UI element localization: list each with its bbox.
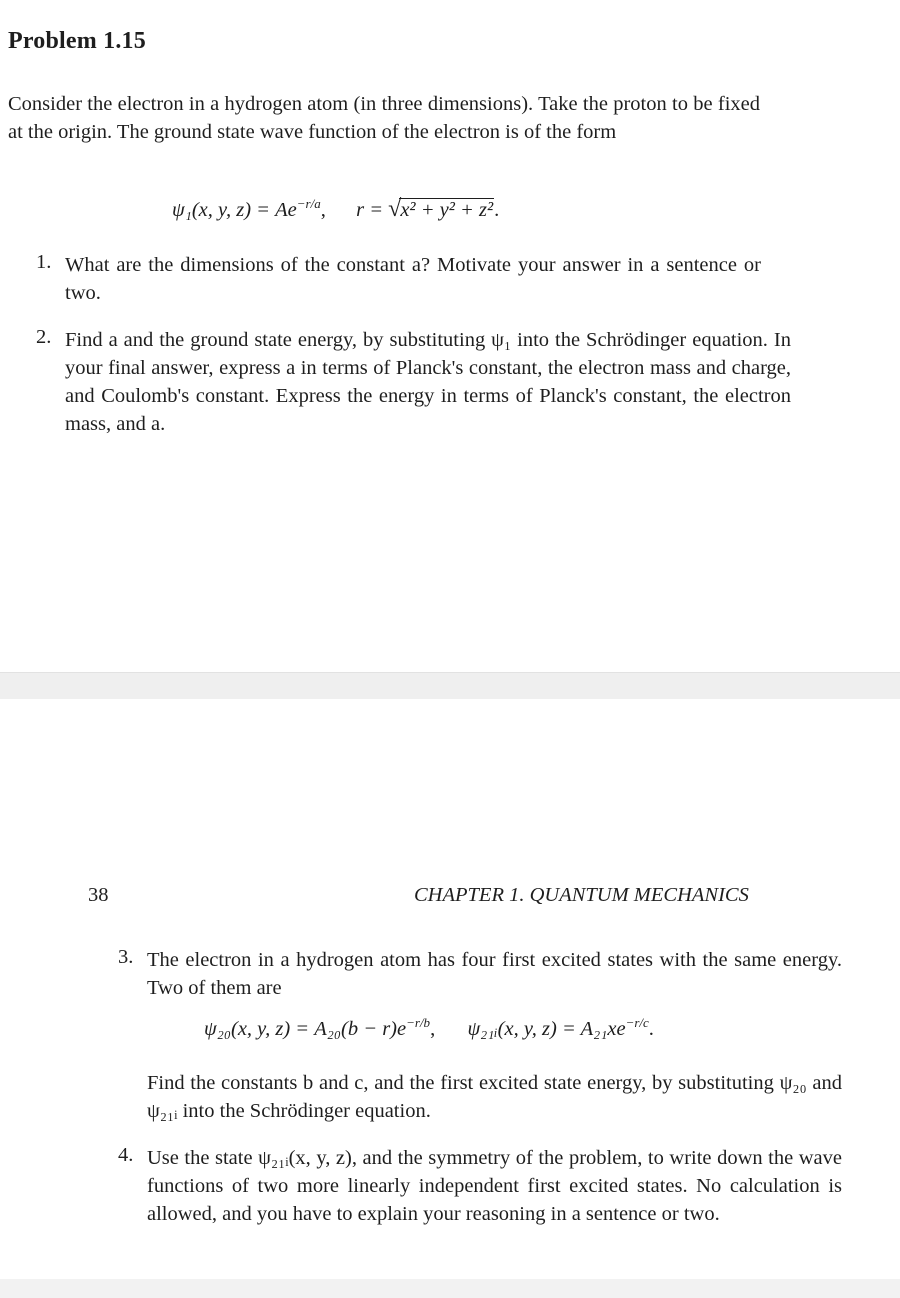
item-3-text: The electron in a hydrogen atom has four first excited states with the same energy. Two of them are	[147, 949, 842, 999]
problem-title: Problem 1.15	[8, 28, 146, 54]
item-2-text: Find a and the ground state energy, by substituting ψ₁ into the Schrödinger equation. In your final answer, express a in terms of Planck's constant, the electron mass and charge, and Coulomb's constant. Express the energy in terms of Planck's constant, the electron mass, and a.	[65, 329, 791, 435]
item-1-number: 1.	[36, 251, 52, 273]
item-2-number: 2.	[36, 326, 52, 348]
item-3-number: 3.	[118, 946, 134, 968]
equation-end: .	[494, 199, 500, 221]
page-separator	[0, 672, 900, 700]
psi21i-equation: ψ₂₁ᵢ(x, y, z) = A₂₁xe	[467, 1018, 626, 1040]
item-3-followup: Find the constants b and c, and the first excited state energy, by substituting ψ₂₀ and ψ₂₁ᵢ into the Schrödinger equation.	[147, 1072, 842, 1122]
item-4-number: 4.	[118, 1144, 134, 1166]
running-head: CHAPTER 1. QUANTUM MECHANICS	[414, 884, 749, 906]
equation-separator: ,	[320, 199, 326, 221]
intro-paragraph: Consider the electron in a hydrogen atom (in three dimensions). Take the proton to be fixed at the origin. The ground state wave function of the electron is of the form	[8, 93, 760, 143]
item-1-text: What are the dimensions of the constant a? Motivate your answer in a sentence or two.	[65, 254, 761, 304]
psi21i-exponent: −r/c	[625, 1015, 649, 1030]
page-number: 38	[88, 884, 109, 906]
psi20-exponent: −r/b	[406, 1015, 431, 1030]
equation-lhs: ψ₁(x, y, z) = Ae	[172, 199, 297, 221]
item-4-text: Use the state ψ₂₁ᵢ(x, y, z), and the symmetry of the problem, to write down the wave functions of two more linearly independent first excited states. No calculation is allowed, and you have to explain your reasoning in a sentence or two.	[147, 1147, 842, 1225]
equation-exponent: −r/a	[296, 196, 321, 211]
equation-end-2: .	[648, 1018, 654, 1040]
excited-state-equations	[204, 1015, 654, 1041]
bottom-gap	[0, 1279, 900, 1298]
ground-state-equation: ψ₁(x, y, $z) = Ae^{-r/a}$, r = √x² + y² + z².	[172, 196, 500, 222]
equation-separator-2: ,	[430, 1018, 436, 1040]
equation-rhs-prefix: r =	[356, 199, 384, 221]
equation-radicand: x² + y² + z²	[400, 199, 494, 221]
psi20-equation: ψ₂₀(x, y, z) = A₂₀(b − r)e	[204, 1018, 407, 1040]
